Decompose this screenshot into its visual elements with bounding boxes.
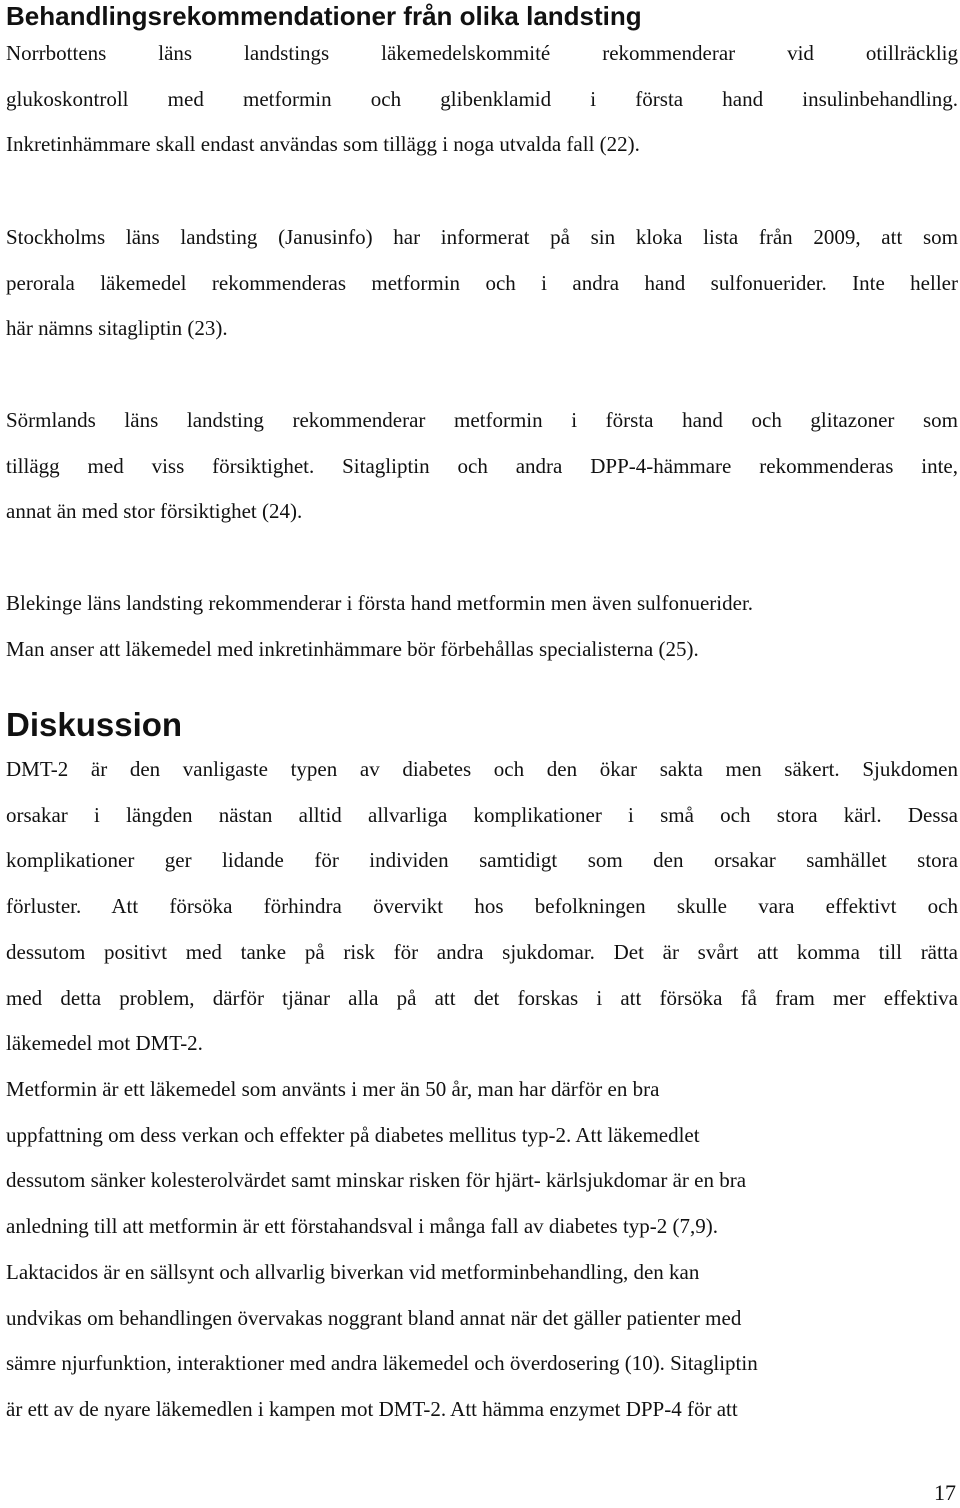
section-heading-recommendations: Behandlingsrekommendationer från olika landsting xyxy=(6,1,642,31)
text-line: Stockholms läns landsting (Janusinfo) har informerat på sin kloka lista från 2009, att som xyxy=(6,225,958,249)
text-line: uppfattning om dess verkan och effekter på diabetes mellitus typ-2. Att läkemedlet xyxy=(6,1122,700,1147)
text-line: perorala läkemedel rekommenderas metformin och i andra hand sulfonuerider. Inte heller xyxy=(6,270,958,295)
text-line: DMT-2 är den vanligaste typen av diabetes och den ökar sakta men säkert. Sjukdomen xyxy=(6,757,958,781)
text-line: glukoskontroll med metformin och glibenklamid i första hand insulinbehandling. xyxy=(6,86,958,111)
section-heading-discussion: Diskussion xyxy=(6,706,183,743)
text-line: Sörmlands läns landsting rekommenderar metformin i första hand och glitazoner som xyxy=(6,408,958,432)
text-line: Man anser att läkemedel med inkretinhämmare bör förbehållas specialisterna (25). xyxy=(6,636,699,661)
text-line: Inkretinhämmare skall endast användas som tillägg i noga utvalda fall (22). xyxy=(6,132,640,157)
text-line: Laktacidos är en sällsynt och allvarlig biverkan vid metforminbehandling, den kan xyxy=(6,1260,700,1284)
text-line: här nämns sitagliptin (23). xyxy=(6,316,228,341)
paragraph-blekinge xyxy=(6,581,958,672)
text-line: Norrbottens läns landstings läkemedelskommité rekommenderar vid otillräcklig xyxy=(6,41,958,65)
text-line: sämre njurfunktion, interaktioner med andra läkemedel och överdosering (10). Sitagliptin xyxy=(6,1351,758,1376)
text-line: anledning till att metformin är ett förstahandsval i många fall av diabetes typ-2 (7,9). xyxy=(6,1214,719,1239)
text-line: annat än med stor försiktighet (24). xyxy=(6,499,303,524)
paragraph-metformin xyxy=(6,1067,958,1250)
text-line: dessutom positivt med tanke på risk för andra sjukdomar. Det är svårt att komma till rätta xyxy=(6,939,958,964)
paragraph-sormland xyxy=(6,398,958,535)
paragraph-dmt2 xyxy=(6,747,958,1067)
paragraph-norrbotten xyxy=(6,31,958,168)
text-line: Blekinge läns landsting rekommenderar i första hand metformin men även sulfonuerider. xyxy=(6,591,754,615)
text-line: komplikationer ger lidande för individen samtidigt som den orsakar samhället stora xyxy=(6,848,958,873)
text-line: läkemedel mot DMT-2. xyxy=(6,1031,203,1056)
text-line: dessutom sänker kolesterolvärdet samt minskar risken för hjärt- kärlsjukdomar är en bra xyxy=(6,1168,747,1193)
paragraph-laktacidos xyxy=(6,1250,958,1433)
text-line: förluster. Att försöka förhindra övervikt hos befolkningen skulle vara effektivt och xyxy=(6,894,958,919)
text-line: med detta problem, därför tjänar alla på att det forskas i att försöka få fram mer effektiva xyxy=(6,985,958,1010)
text-line: undvikas om behandlingen övervakas noggrant bland annat när det gäller patienter med xyxy=(6,1305,742,1330)
page-number: 17 xyxy=(934,1480,956,1505)
text-line: är ett av de nyare läkemedlen i kampen mot DMT-2. Att hämma enzymet DPP-4 för att xyxy=(6,1397,738,1422)
text-line: tillägg med viss försiktighet. Sitagliptin och andra DPP-4-hämmare rekommenderas inte, xyxy=(6,453,958,478)
text-line: Metformin är ett läkemedel som använts i mer än 50 år, man har därför en bra xyxy=(6,1077,660,1101)
paragraph-stockholm xyxy=(6,215,958,352)
text-line: orsakar i längden nästan alltid allvarliga komplikationer i små och stora kärl. Dessa xyxy=(6,802,958,827)
